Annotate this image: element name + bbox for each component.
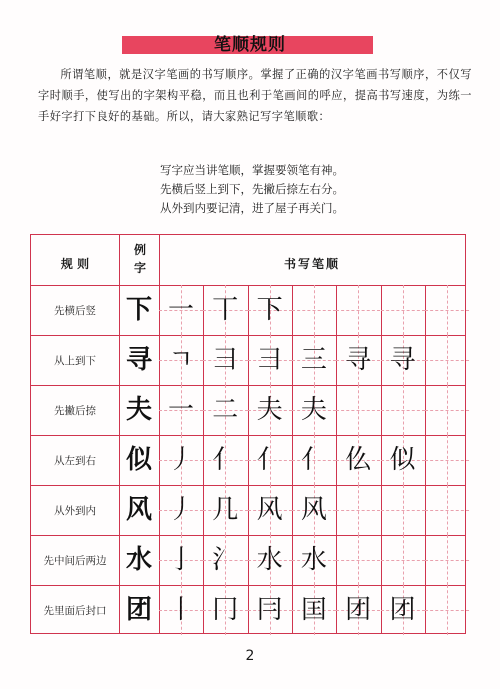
header-stroke-order: 书写笔顺 xyxy=(283,257,340,271)
stroke-step-character: 团 xyxy=(345,595,372,625)
cell-guide xyxy=(425,560,469,561)
stroke-step-character: 一 xyxy=(167,295,194,325)
example-character: 水 xyxy=(125,545,152,575)
stroke-step-character: 丅 xyxy=(212,295,239,325)
stroke-step-character: 囯 xyxy=(300,595,327,625)
verse-line-3: 从外到内要记清，进了屋子再关门。 xyxy=(160,201,344,215)
cell-guide xyxy=(336,310,380,311)
cell-guide xyxy=(425,410,469,411)
rule-label: 从左到右 xyxy=(54,455,96,467)
stroke-step-character: ⺕ xyxy=(212,345,239,375)
stroke-step-character: 几 xyxy=(212,495,239,525)
stroke-step-character: 夫 xyxy=(256,395,283,425)
intro-paragraph: 所谓笔顺，就是汉字笔画的书写顺序。掌握了正确的汉字笔画书写顺序，不仅写字时顺手，使写出的字架构平稳，而且也利于笔画间的呼应，提高书写速度，为练一手好字打下良好的基础。所以，请大家熟记写字笔顺歌： xyxy=(38,68,472,123)
stroke-step-character: 亻 xyxy=(256,445,283,475)
stroke-step-character: 水 xyxy=(300,545,327,575)
stroke-step-character: 水 xyxy=(256,545,283,575)
stroke-step-character: 一 xyxy=(167,395,194,425)
stroke-step-character: 团 xyxy=(389,595,416,625)
stroke-step-character: 亻 xyxy=(300,445,327,475)
example-character: 下 xyxy=(125,295,152,325)
example-character: 风 xyxy=(125,495,152,525)
example-character: 似 xyxy=(125,445,152,475)
stroke-step-character: 二 xyxy=(212,395,239,425)
stroke-step-character: 寻 xyxy=(389,345,416,375)
stroke-step-character: 冂 xyxy=(212,595,239,625)
stroke-step-character: 风 xyxy=(300,495,327,525)
example-character: 团 xyxy=(125,595,152,625)
verse-line-1: 写字应当讲笔顺，掌握要领笔有神。 xyxy=(160,163,344,177)
example-character: 夫 xyxy=(125,395,152,425)
cell-guide xyxy=(425,510,469,511)
cell-guide xyxy=(336,510,380,511)
grid-hline xyxy=(31,585,465,586)
stroke-step-character: 冃 xyxy=(256,595,283,625)
example-character: 寻 xyxy=(125,345,152,375)
cell-guide xyxy=(381,310,425,311)
cell-guide xyxy=(292,310,336,311)
stroke-step-character: 亻 xyxy=(212,445,239,475)
cell-guide xyxy=(381,410,425,411)
rule-label: 先撇后捺 xyxy=(54,405,96,417)
page-number: 2 xyxy=(245,648,255,664)
stroke-step-character: 丨 xyxy=(167,595,194,625)
grid-hline xyxy=(31,285,465,286)
grid-hline xyxy=(31,335,465,336)
cell-guide xyxy=(336,560,380,561)
stroke-step-character: 氵 xyxy=(212,545,239,575)
stroke-step-character: 风 xyxy=(256,495,283,525)
stroke-step-character: 仫 xyxy=(345,445,372,475)
grid-hline xyxy=(31,485,465,486)
stroke-step-character: 三 xyxy=(300,345,327,375)
grid-hline xyxy=(31,435,465,436)
rule-label: 从上到下 xyxy=(54,355,96,367)
cell-guide xyxy=(425,610,469,611)
rule-label: 先横后竖 xyxy=(54,305,96,317)
grid-vline xyxy=(425,285,426,633)
stroke-step-character: 夫 xyxy=(300,395,327,425)
cell-guide xyxy=(381,560,425,561)
grid-hline xyxy=(31,385,465,386)
cell-guide xyxy=(425,310,469,311)
page-title: 笔顺规则 xyxy=(214,35,286,55)
stroke-step-character: 亅 xyxy=(167,545,194,575)
verse-line-2: 先横后竖上到下，先撇后捺左右分。 xyxy=(160,182,344,196)
rule-label: 先中间后两边 xyxy=(43,555,107,567)
cell-guide xyxy=(381,510,425,511)
stroke-step-character: 下 xyxy=(256,295,283,325)
stroke-step-character: 似 xyxy=(389,445,416,475)
stroke-order-table xyxy=(30,234,466,634)
grid-hline xyxy=(31,535,465,536)
stroke-step-character: 丿 xyxy=(167,495,194,525)
stroke-step-character: ㄱ xyxy=(168,345,194,375)
cell-guide xyxy=(336,410,380,411)
stroke-step-character: 寻 xyxy=(345,345,372,375)
header-rule: 规 则 xyxy=(60,257,90,271)
cell-guide xyxy=(425,460,469,461)
stroke-step-character: 彐 xyxy=(256,345,283,375)
cell-guide xyxy=(425,360,469,361)
stroke-step-character: 丿 xyxy=(167,445,194,475)
rule-label: 从外到内 xyxy=(54,505,96,517)
rule-label: 先里面后封口 xyxy=(43,605,107,617)
header-example: 例字 xyxy=(133,243,146,275)
